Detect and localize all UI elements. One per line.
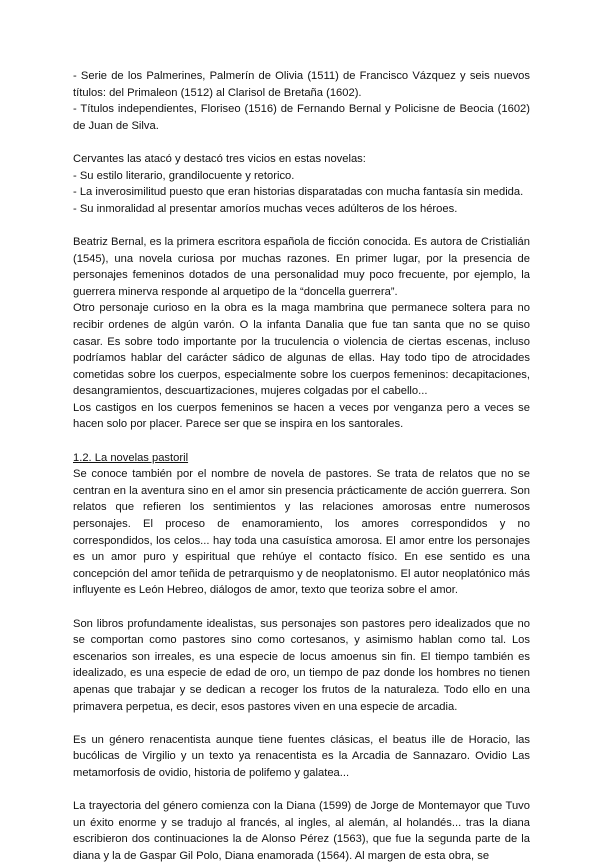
intro-list-item: - Serie de los Palmerines, Palmerín de Olivia (1511) de Francisco Vázquez y seis nuevos títulos: del Primaleon (1512) al Clarisol de Bretaña (1602). (73, 70, 530, 99)
paragraph-gap (73, 134, 530, 151)
bernal-paragraph: Otro personaje curioso en la obra es la maga mambrina que permanece soltera para no recibir ordenes de algún varón. O la infanta Danalia que fue tan santa que no se quiso casar. Es sobre todo importante por la truculencia o violencia de ciertas escenas, incluso podríamos hablar del carácter sádico de algunas de ellas. Hay todo tipo de atrocidades cometidas sobre los cuerpos, especialmente sobre los cuerpos femeninos: decapitaciones, desangramientos, descuartizaciones, mujeres colgadas por el cabello... (73, 302, 530, 398)
paragraph-gap (73, 782, 530, 799)
section-paragraph: Se conoce también por el nombre de novela de pastores. Se trata de relatos que no se centran en la aventura sino en el amor sin presencia prácticamente de acción guerrera. Son relatos que refieren los sentimientos y las relaciones amorosas entre numerosos personajes. El proceso de enamoramiento, los amores correspondidos y no correspondidos, los celos... hay toda una casuística amorosa. El amor entre los personajes es un amor puro y espiritual que rehúye el contacto físico. En ese sentido es una concepción del amor teñida de petrarquismo y de neoplatonismo. El autor neoplatónico más influyente es León Hebreo, diálogos de amor, texto que teoriza sobre el amor. (73, 468, 530, 597)
vices-intro: Cervantes las atacó y destacó tres vicios en estas novelas: (73, 152, 366, 165)
document-page (73, 68, 530, 865)
bernal-paragraph: Los castigos en los cuerpos femeninos se hacen a veces por venganza pero a veces se hacen solo por placer. Parece ser que se inspira en los santorales. (73, 401, 530, 431)
section-heading: 1.2. La novelas pastoril (73, 451, 189, 464)
paragraph-gap (73, 217, 530, 234)
bernal-paragraph: Beatriz Bernal, es la primera escritora española de ficción conocida. Es autora de Cristialián (1545), una novela curiosa por muchas razones. En primer lugar, por la presencia de personajes femeninos dotados de una personalidad muy poco frecuente, por ejemplo, la guerrera minerva responde al arquetipo de la “doncella guerrera”. (73, 235, 530, 298)
section-paragraph: La trayectoria del género comienza con la Diana (1599) de Jorge de Montemayor que Tuvo un éxito enorme y se tradujo al francés, al ingles, al alemán, al holandés... tras la diana escribieron dos continuaciones la de Alonso Pérez (1563), que fue la segunda parte de la diana y la de Gaspar Gil Polo, Diana enamorada (1564). Al margen de esta obra, se (73, 800, 530, 862)
vice-item: - La inverosimilitud puesto que eran historias disparatadas con mucha fantasía sin medida. (73, 186, 524, 199)
paragraph-gap (73, 433, 530, 450)
paragraph-gap (73, 715, 530, 732)
intro-list-item: - Títulos independientes, Floriseo (1516) de Fernando Bernal y Policisne de Beocia (1602) de Juan de Silva. (73, 103, 530, 132)
paragraph-gap (73, 599, 530, 616)
vice-item: - Su estilo literario, grandilocuente y retorico. (73, 169, 295, 182)
vice-item: - Su inmoralidad al presentar amoríos muchas veces adúlteros de los héroes. (73, 202, 458, 215)
section-paragraph: Son libros profundamente idealistas, sus personajes son pastores pero idealizados que no se comportan como pastores sino como cortesanos, y asimismo hablan como tal. Los escenarios son irreales, es una especie de locus amoenus sin fin. El tiempo también es idealizado, es una especie de edad de oro, un tiempo de paz donde los hombres no tienen apenas que trabajar y se dedican a recoger los frutos de la naturaleza. Todo ello en una primavera perpetua, es decir, esos pastores viven en una especie de arcadia. (73, 617, 530, 713)
section-paragraph: Es un género renacentista aunque tiene fuentes clásicas, el beatus ille de Horacio, las bucólicas de Virgilio y un texto ya renacentista es la Arcadia de Sannazaro. Ovidio Las metamorfosis de ovidio, historia de polifemo y galatea... (73, 733, 530, 779)
